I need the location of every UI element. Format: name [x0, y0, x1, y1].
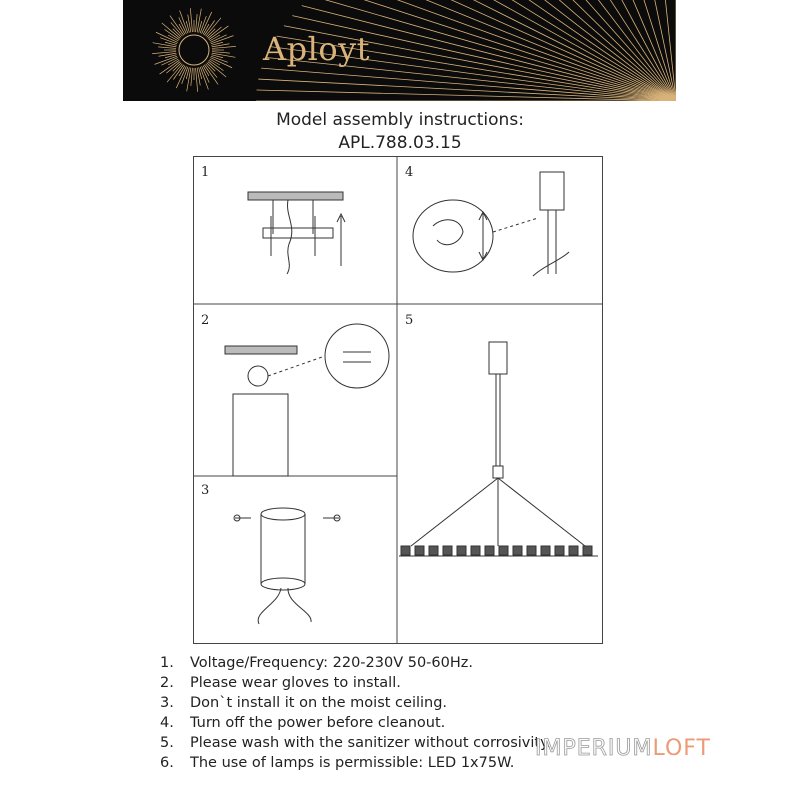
page-title: Model assembly instructions:	[276, 110, 524, 130]
lamp-head	[429, 546, 438, 555]
list-item: 6. The use of lamps is permissible: LED 1x75W.	[160, 755, 515, 771]
lamp-head	[541, 546, 550, 555]
notes-list	[160, 653, 551, 773]
lamp-head	[401, 546, 410, 555]
watermark-part-2: LOFT	[652, 736, 711, 761]
lamp-head	[485, 546, 494, 555]
sun-ray	[350, 0, 676, 101]
sun-ray	[209, 60, 224, 70]
panel-2-illustration	[225, 324, 389, 476]
sun-ray	[191, 68, 193, 86]
sun-ray	[171, 22, 183, 36]
lamp-head	[499, 546, 508, 555]
sun-ray	[173, 65, 183, 80]
panel-5-illustration	[399, 342, 598, 556]
panel-number-3: 3	[201, 483, 210, 498]
panel-3-illustration	[234, 508, 340, 624]
list-item: 5. Please wash with the sanitizer without corrosivity.	[160, 735, 552, 751]
chandelier-canopy	[489, 342, 507, 374]
sun-ray	[204, 21, 214, 36]
lamp-head	[527, 546, 536, 555]
sun-ray	[412, 0, 676, 101]
sun-ray	[153, 43, 177, 47]
canopy	[540, 172, 564, 210]
brand-banner	[123, 0, 676, 101]
sunburst-logo-icon	[123, 0, 676, 101]
sun-ray	[196, 14, 198, 32]
sun-ray	[152, 52, 176, 54]
list-item: 3. Don`t install it on the moist ceiling.	[160, 695, 448, 711]
brand-name: Aployt	[263, 30, 371, 68]
list-item: 1. Voltage/Frequency: 220-230V 50-60Hz.	[160, 655, 473, 671]
sun-ray	[212, 46, 236, 48]
watermark	[535, 736, 711, 761]
lamp-body	[233, 394, 288, 476]
sun-ray	[258, 79, 676, 101]
sun-ray	[158, 47, 176, 49]
lamp-head	[457, 546, 466, 555]
sun-ray	[196, 68, 198, 92]
model-number: APL.788.03.15	[338, 133, 462, 153]
panel-number-5: 5	[405, 313, 414, 328]
panel-number-4: 4	[405, 165, 414, 180]
wiring-zoom-circle	[325, 324, 389, 388]
sun-ray	[466, 0, 676, 101]
lamp-head	[513, 546, 522, 555]
sun-ray	[187, 68, 191, 92]
lamp-head	[415, 546, 424, 555]
sun-ray	[165, 29, 180, 39]
panel-number-1: 1	[201, 165, 210, 180]
watermark-part-1: IMPERIUM	[535, 736, 653, 761]
sun-ray	[208, 27, 222, 39]
sun-ray	[257, 90, 676, 101]
diagram-frame	[194, 157, 603, 644]
assembly-diagram	[193, 156, 603, 644]
zoom-circle	[413, 200, 493, 272]
sun-ray	[206, 64, 218, 78]
sun-ray	[166, 62, 180, 74]
sun-ray	[197, 9, 201, 33]
lamp-head	[555, 546, 564, 555]
sun-ray	[212, 53, 236, 57]
sun-ray	[190, 8, 192, 32]
panel-1-illustration	[248, 192, 345, 274]
panel-number-2: 2	[201, 313, 210, 328]
list-item: 2. Please wear gloves to install.	[160, 675, 401, 691]
lamp-head	[583, 546, 592, 555]
lamp-head	[471, 546, 480, 555]
lamp-head	[443, 546, 452, 555]
sun-ray	[212, 52, 230, 54]
list-item: 4. Turn off the power before cleanout.	[160, 715, 446, 731]
ceiling-block	[248, 192, 343, 200]
panel-4-illustration	[413, 172, 569, 276]
lamp-head	[569, 546, 578, 555]
ceiling-plate	[225, 346, 297, 354]
